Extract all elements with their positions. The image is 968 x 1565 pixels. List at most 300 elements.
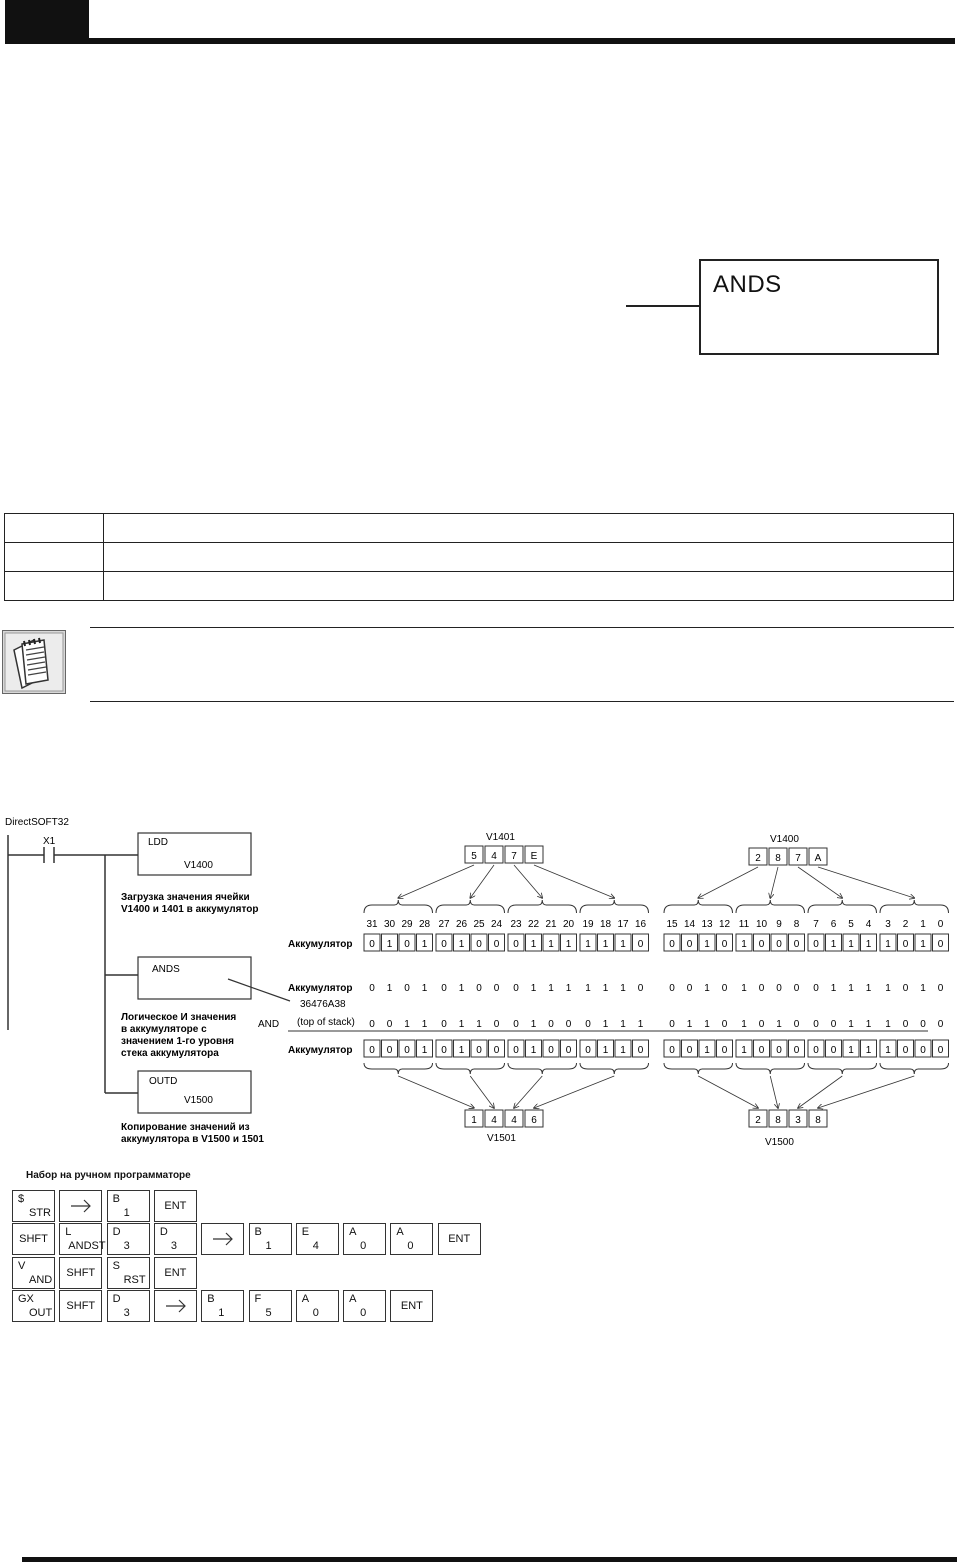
programmer-key	[343, 1223, 386, 1255]
arrow-down	[818, 867, 914, 898]
acc-initial-bit: 0	[793, 939, 800, 950]
bit-number: 19	[582, 919, 594, 930]
acc-initial-bit: 0	[441, 939, 447, 950]
acc-initial-bit: 0	[686, 939, 693, 950]
acc-result-bit: 0	[937, 1045, 944, 1056]
stack-bit: 0	[669, 1019, 675, 1030]
stack-bit: 1	[637, 1019, 644, 1030]
programmer-title: Набор на ручном программаторе	[26, 1170, 191, 1181]
bit-number: 16	[634, 919, 647, 930]
acc-initial-bit: 1	[565, 939, 572, 950]
acc-result-bit: 0	[369, 1045, 375, 1056]
acc-before-and-bit: 1	[386, 983, 393, 994]
nibble-brace-top	[364, 900, 433, 913]
acc-result-bit: 0	[686, 1045, 693, 1056]
arrow-to-result	[798, 1076, 842, 1108]
key-top-label: A	[301, 1293, 310, 1305]
acc-initial-bit: 1	[421, 939, 428, 950]
arrow-to-result	[514, 1076, 542, 1108]
acc-result-bit: 1	[421, 1045, 428, 1056]
note-rule-bottom	[90, 701, 954, 702]
arrow-down	[534, 865, 614, 898]
v1400-digit: 2	[755, 853, 761, 864]
acc-before-and-bit: 0	[476, 983, 482, 994]
bit-number: 12	[718, 919, 731, 930]
acc-before-and-bit: 1	[848, 983, 854, 994]
stack-bit: 0	[369, 1019, 375, 1030]
stack-bit: 0	[386, 1019, 393, 1030]
acc-before-and-bit: 0	[758, 983, 765, 994]
acc-initial-bit: 0	[813, 939, 819, 950]
stack-bit: 0	[937, 1019, 944, 1030]
note-rule-top	[90, 627, 954, 628]
arrow-down	[770, 867, 778, 898]
footer-rule	[22, 1557, 957, 1562]
bit-number: 13	[701, 919, 713, 930]
programmer-key	[59, 1223, 106, 1255]
bit-number: 24	[490, 919, 503, 930]
key-top-label: F	[254, 1293, 262, 1305]
ldd-name: LDD	[148, 837, 169, 848]
v1401-digit: 7	[511, 851, 517, 862]
ldd-operand: V1400	[184, 860, 213, 871]
acc-result-bit: 0	[548, 1045, 554, 1056]
bit-number: 5	[848, 919, 854, 930]
stack-bit: 1	[476, 1019, 482, 1030]
acc-initial-bit: 1	[704, 939, 710, 950]
key-bottom-label: 4	[312, 1240, 319, 1252]
stack-bit: 1	[620, 1019, 626, 1030]
nibble-brace-top	[736, 900, 805, 913]
programmer-key	[343, 1290, 386, 1322]
contact-label: X1	[43, 836, 56, 847]
v1501-digit: 1	[471, 1115, 477, 1126]
v1400-label: V1400	[770, 834, 799, 845]
programmer-key	[154, 1190, 197, 1222]
v1500-digit: 3	[795, 1115, 801, 1126]
ands-symbol-label: ANDS	[713, 271, 782, 298]
key-bottom-label: 0	[360, 1240, 367, 1252]
acc-before-and-bit: 0	[793, 983, 800, 994]
key-top-label: S	[112, 1260, 120, 1272]
stack-bit: 0	[902, 1019, 909, 1030]
programmer-key	[390, 1223, 433, 1255]
acc-before-and-bit: 1	[548, 983, 554, 994]
acc-before-and-bit: 0	[441, 983, 447, 994]
key-bottom-label: 0	[360, 1307, 367, 1319]
acc-initial-bit: 0	[758, 939, 765, 950]
stack-bit: 0	[721, 1019, 728, 1030]
acc-initial-bit: 1	[848, 939, 854, 950]
stack-bit: 1	[885, 1019, 891, 1030]
nibble-brace-bottom	[364, 1063, 433, 1074]
svg-text:значением 1-го уровня: значением 1-го уровня	[121, 1036, 234, 1047]
acc-result-bit: 0	[386, 1045, 393, 1056]
svg-text:V1400 и 1401 в аккумулятор: V1400 и 1401 в аккумулятор	[121, 904, 259, 915]
nibble-brace-top	[664, 900, 733, 913]
key-top-label: D	[159, 1226, 168, 1238]
nibble-brace-bottom	[580, 1063, 649, 1074]
bit-number: 15	[666, 919, 678, 930]
stack-bit: 1	[741, 1019, 747, 1030]
bit-number: 9	[776, 919, 782, 930]
arrow-to-result	[698, 1076, 758, 1108]
key-top-label: E	[301, 1226, 310, 1238]
arrow-down	[698, 867, 758, 898]
stack-bit: 1	[865, 1019, 872, 1030]
ldd-comment	[121, 892, 258, 915]
nibble-brace-top	[436, 900, 505, 913]
programmer-key	[59, 1290, 102, 1322]
acc-before-and-bit: 0	[721, 983, 728, 994]
key-label: ENT	[164, 1200, 187, 1212]
arrow-down	[798, 867, 842, 898]
acc-label-3: Аккумулятор	[288, 1045, 353, 1056]
arrow-key-icon	[201, 1223, 244, 1255]
bit-number: 6	[830, 919, 837, 930]
key-top-label: D	[112, 1226, 121, 1238]
acc-before-and-bit: 0	[813, 983, 819, 994]
acc-result-bit: 1	[885, 1045, 891, 1056]
stack-bit: 1	[704, 1019, 710, 1030]
bit-number: 4	[865, 919, 872, 930]
v1400-digit: 8	[775, 853, 781, 864]
v1400-digit: A	[814, 853, 822, 864]
arrow-to-result	[470, 1076, 494, 1108]
bit-number: 3	[885, 919, 891, 930]
programmer-key	[296, 1290, 339, 1322]
acc-before-and-bit: 1	[458, 983, 465, 994]
acc-result-bit: 1	[530, 1045, 537, 1056]
acc-initial-bit: 1	[620, 939, 626, 950]
bit-number: 7	[813, 919, 819, 930]
acc-initial-bit: 0	[721, 939, 728, 950]
bit-number: 11	[738, 919, 750, 930]
programmer-key	[154, 1223, 197, 1255]
programmer-key	[12, 1190, 55, 1222]
programmer-key	[12, 1257, 55, 1289]
bit-number: 18	[599, 919, 612, 930]
bit-number: 2	[902, 919, 909, 930]
acc-before-and-bit: 0	[369, 983, 375, 994]
acc-before-and-bit: 0	[637, 983, 644, 994]
acc-result-bit: 0	[513, 1045, 519, 1056]
v1401-digit: 5	[471, 851, 477, 862]
v1501-digit: 4	[511, 1115, 517, 1126]
bit-number: 26	[455, 919, 468, 930]
nibble-brace-bottom	[664, 1063, 733, 1074]
acc-before-and-bit: 1	[620, 983, 626, 994]
acc-before-and-bit: 1	[865, 983, 872, 994]
key-bottom-label: 1	[218, 1307, 225, 1319]
acc-initial-bit: 1	[386, 939, 393, 950]
acc-result-bit: 0	[476, 1045, 482, 1056]
programmer-key	[12, 1290, 55, 1322]
v1500-digit: 8	[775, 1115, 781, 1126]
bit-number: 22	[527, 919, 540, 930]
acc-result-bit: 0	[920, 1045, 926, 1056]
acc-initial-bit: 0	[369, 939, 375, 950]
acc-before-and-bit: 0	[937, 983, 944, 994]
header-tab-block	[5, 0, 89, 38]
bit-number: 10	[755, 919, 768, 930]
programmer-key	[249, 1223, 292, 1255]
key-label: SHFT	[19, 1233, 48, 1245]
key-bottom-label: 3	[170, 1240, 178, 1252]
bit-number: 28	[418, 919, 431, 930]
acc-before-and-bit: 1	[530, 983, 537, 994]
acc-label-2: Аккумулятор	[288, 983, 353, 994]
programmer-key	[296, 1223, 339, 1255]
arrow-to-result	[398, 1076, 474, 1108]
acc-initial-bit: 1	[830, 939, 837, 950]
acc-initial-bit: 1	[530, 939, 537, 950]
programmer-key	[12, 1223, 55, 1255]
stack-bit: 0	[441, 1019, 447, 1030]
acc-before-and-bit: 0	[404, 983, 410, 994]
acc-before-and-bit: 0	[669, 983, 675, 994]
key-label: ENT	[164, 1267, 187, 1279]
key-label: SHFT	[66, 1267, 96, 1279]
bit-number: 29	[401, 919, 413, 930]
acc-initial-bit: 1	[458, 939, 465, 950]
ands-name: ANDS	[152, 964, 180, 975]
bit-number: 14	[683, 919, 696, 930]
key-bottom-label: STR	[29, 1207, 51, 1219]
acc-initial-bit: 1	[548, 939, 554, 950]
acc-initial-bit: 0	[404, 939, 410, 950]
acc-before-and-bit: 1	[602, 983, 609, 994]
acc-initial-bit: 1	[885, 939, 891, 950]
stack-bit: 0	[513, 1019, 519, 1030]
acc-before-and-bit: 1	[830, 983, 837, 994]
ands-example-diagram	[0, 805, 968, 1165]
acc-result-bit: 0	[493, 1045, 500, 1056]
key-top-label: GX	[18, 1293, 34, 1305]
nibble-brace-bottom	[880, 1063, 949, 1074]
acc-before-and-bit: 0	[493, 983, 500, 994]
acc-result-bit: 0	[758, 1045, 765, 1056]
bit-number: 31	[366, 919, 378, 930]
stack-bit: 1	[421, 1019, 428, 1030]
stack-bit: 1	[602, 1019, 609, 1030]
nibble-brace-top	[508, 900, 577, 913]
acc-result-bit: 0	[813, 1045, 819, 1056]
software-label: DirectSOFT32	[5, 817, 69, 828]
stack-bit: 0	[813, 1019, 819, 1030]
ands-comment	[121, 1012, 236, 1059]
v1501-label: V1501	[487, 1133, 516, 1144]
bit-number: 8	[793, 919, 800, 930]
bit-number: 21	[545, 919, 557, 930]
acc-result-bit: 1	[741, 1045, 747, 1056]
nibble-brace-bottom	[508, 1063, 577, 1074]
bit-number: 25	[473, 919, 485, 930]
key-top-label: A	[349, 1226, 357, 1238]
bit-number: 23	[510, 919, 522, 930]
nibble-brace-bottom	[436, 1063, 505, 1074]
nibble-brace-top	[580, 900, 649, 913]
key-bottom-label: 5	[265, 1307, 272, 1319]
outd-comment	[121, 1122, 264, 1145]
ands-symbol-lead-line	[626, 305, 700, 307]
table-row	[5, 572, 954, 601]
acc-initial-bit: 0	[902, 939, 909, 950]
acc-before-and-bit: 0	[776, 983, 782, 994]
acc-initial-bit: 0	[476, 939, 482, 950]
stack-bit: 1	[530, 1019, 537, 1030]
nibble-brace-bottom	[736, 1063, 805, 1074]
acc-initial-bit: 0	[513, 939, 519, 950]
svg-text:стека аккумулятора: стека аккумулятора	[121, 1048, 219, 1059]
programmer-key	[201, 1290, 244, 1322]
v1500-digit: 2	[755, 1115, 761, 1126]
bit-number: 17	[617, 919, 629, 930]
stack-bit: 0	[493, 1019, 500, 1030]
stack-bit: 1	[404, 1019, 410, 1030]
key-bottom-label: OUT	[29, 1307, 53, 1319]
stack-bit: 0	[548, 1019, 554, 1030]
acc-initial-bit: 1	[920, 939, 926, 950]
acc-result-bit: 0	[669, 1045, 675, 1056]
stack-bit: 0	[565, 1019, 572, 1030]
stack-bit: 1	[848, 1019, 854, 1030]
v1501-digit: 4	[491, 1115, 497, 1126]
key-bottom-label: 0	[312, 1307, 319, 1319]
key-label: ENT	[448, 1233, 471, 1245]
acc-initial-bit: 0	[669, 939, 675, 950]
stack-bit: 0	[920, 1019, 926, 1030]
bit-number: 30	[383, 919, 396, 930]
stack-bit: 0	[830, 1019, 837, 1030]
acc-initial-bit: 0	[937, 939, 944, 950]
key-top-label: V	[18, 1260, 26, 1272]
key-bottom-label: 1	[265, 1240, 272, 1252]
key-bottom-label: 1	[123, 1207, 130, 1219]
table-row	[5, 543, 954, 572]
stack-bit: 0	[585, 1019, 591, 1030]
arrow-to-result	[534, 1076, 614, 1108]
svg-text:Копирование значений из: Копирование значений из	[121, 1122, 250, 1133]
bit-number: 20	[562, 919, 575, 930]
outd-operand: V1500	[184, 1095, 213, 1106]
acc-result-bit: 0	[721, 1045, 728, 1056]
acc-result-bit: 1	[602, 1045, 609, 1056]
acc-initial-bit: 0	[637, 939, 644, 950]
acc-before-and-bit: 1	[704, 983, 710, 994]
notepad-icon	[2, 630, 66, 694]
key-bottom-label: 3	[123, 1240, 130, 1252]
acc-before-and-bit: 0	[902, 983, 909, 994]
stack-bit: 1	[458, 1019, 465, 1030]
acc-before-and-bit: 1	[565, 983, 572, 994]
programmer-key	[154, 1257, 197, 1289]
programmer-key	[107, 1257, 150, 1289]
v1401-label: V1401	[486, 832, 515, 843]
acc-label-1: Аккумулятор	[288, 939, 353, 950]
info-table	[4, 513, 954, 601]
arrow-key-icon	[59, 1190, 102, 1222]
key-bottom-label: AND	[29, 1274, 53, 1286]
v1500-label: V1500	[765, 1137, 794, 1148]
svg-text:Загрузка значения ячейки: Загрузка значения ячейки	[121, 892, 250, 903]
key-top-label: A	[349, 1293, 357, 1305]
acc-initial-bit: 1	[585, 939, 591, 950]
bit-number: 27	[438, 919, 450, 930]
key-top-label: $	[18, 1193, 25, 1205]
arrow-down	[470, 865, 494, 898]
programmer-key	[59, 1257, 102, 1289]
acc-result-bit: 1	[848, 1045, 854, 1056]
acc-before-and-bit: 1	[920, 983, 926, 994]
key-top-label: B	[207, 1293, 215, 1305]
key-bottom-label: 3	[123, 1307, 130, 1319]
stack-bit: 0	[758, 1019, 765, 1030]
key-top-label: D	[112, 1293, 121, 1305]
acc-result-bit: 0	[902, 1045, 909, 1056]
programmer-key	[107, 1223, 150, 1255]
acc-initial-bit: 1	[602, 939, 609, 950]
acc-result-bit: 0	[830, 1045, 837, 1056]
key-top-label: B	[254, 1226, 262, 1238]
v1500-digit: 8	[815, 1115, 821, 1126]
v1401-digit: E	[530, 851, 538, 862]
key-bottom-label: RST	[123, 1274, 146, 1286]
svg-text:Логическое И значения: Логическое И значения	[121, 1012, 237, 1023]
bit-number: 1	[920, 919, 926, 930]
programmer-key	[107, 1190, 150, 1222]
arrow-down	[398, 865, 474, 898]
v1400-digit: 7	[795, 853, 801, 864]
acc-result-bit: 0	[404, 1045, 410, 1056]
acc-result-bit: 0	[585, 1045, 591, 1056]
acc-result-bit: 1	[865, 1045, 872, 1056]
v1401-digit: 4	[491, 851, 497, 862]
nibble-brace-bottom	[808, 1063, 877, 1074]
nibble-brace-top	[880, 900, 949, 913]
acc-initial-bit: 1	[741, 939, 747, 950]
bit-number: 0	[937, 919, 944, 930]
key-top-label: A	[396, 1226, 404, 1238]
acc-result-bit: 1	[620, 1045, 626, 1056]
programmer-key	[390, 1290, 433, 1322]
acc-initial-bit: 0	[493, 939, 500, 950]
acc-before-and-bit: 0	[686, 983, 693, 994]
key-label: ENT	[400, 1300, 423, 1312]
header-rule	[5, 38, 955, 44]
stack-value: 36476A38	[300, 999, 346, 1010]
key-top-label: L	[65, 1226, 72, 1238]
programmer-key	[249, 1290, 292, 1322]
acc-result-bit: 0	[441, 1045, 447, 1056]
programmer-key	[438, 1223, 481, 1255]
acc-initial-bit: 1	[865, 939, 872, 950]
nibble-brace-top	[808, 900, 877, 913]
acc-before-and-bit: 1	[741, 983, 747, 994]
and-label: AND	[258, 1019, 280, 1030]
key-top-label: B	[112, 1193, 120, 1205]
acc-result-bit: 0	[565, 1045, 572, 1056]
key-label: SHFT	[66, 1300, 96, 1312]
acc-before-and-bit: 1	[421, 983, 428, 994]
acc-result-bit: 0	[637, 1045, 644, 1056]
stack-bit: 1	[776, 1019, 782, 1030]
programmer-key	[107, 1290, 150, 1322]
acc-initial-bit: 0	[776, 939, 782, 950]
key-bottom-label: 0	[407, 1240, 414, 1252]
arrow-down	[514, 865, 542, 898]
v1501-digit: 6	[531, 1115, 537, 1126]
